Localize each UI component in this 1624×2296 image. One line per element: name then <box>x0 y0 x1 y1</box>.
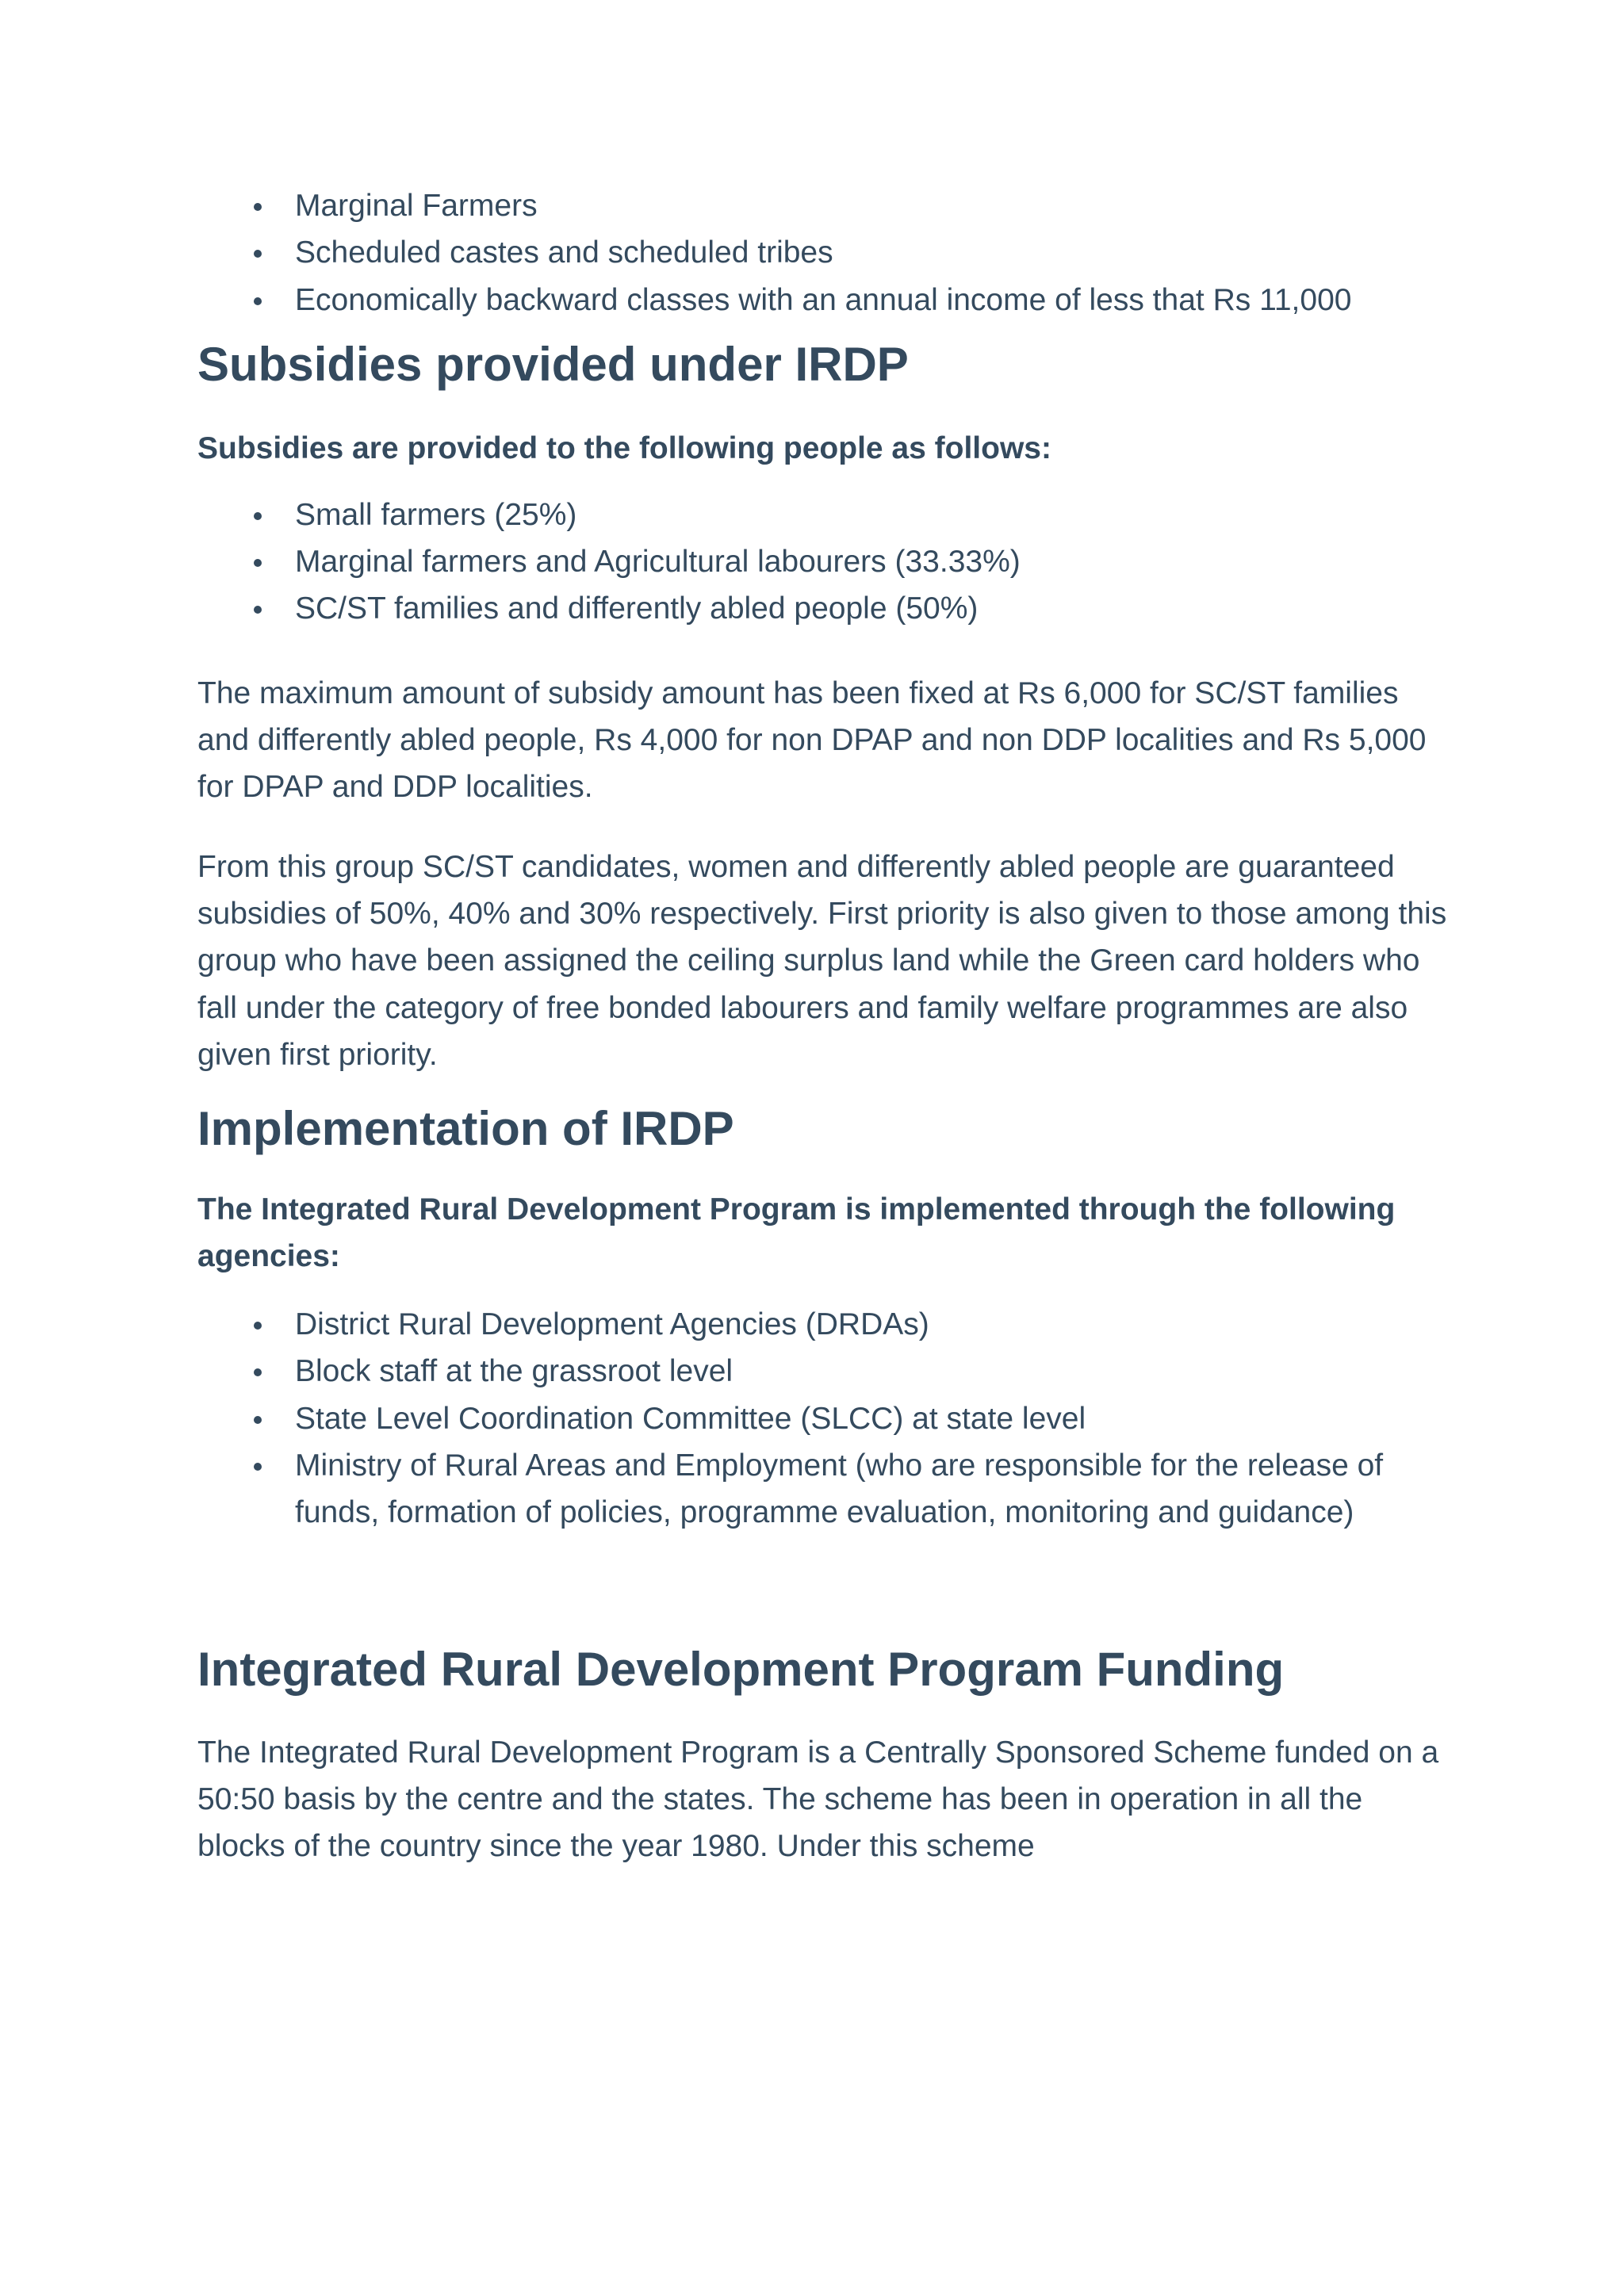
funding-paragraph: The Integrated Rural Development Program is a Centrally Sponsored Scheme funded on a 50:50 basis by the centre and the states. The scheme has been in operation in all the blocks of the country since the year 1980. Under this scheme <box>197 1735 1439 1864</box>
list-item: Ministry of Rural Areas and Employment (who are responsible for the release of funds, formation of policies, programme evaluation, monitoring and guidance) <box>295 1442 1450 1536</box>
list-item: Marginal Farmers <box>295 182 1450 229</box>
funding-heading: Integrated Rural Development Program Funding <box>197 1642 1285 1696</box>
subsidies-heading: Subsidies provided under IRDP <box>197 337 909 391</box>
implementation-heading: Implementation of IRDP <box>197 1102 734 1156</box>
subsidies-lead: Subsidies are provided to the following people as follows: <box>197 430 1051 465</box>
implementation-lead: The Integrated Rural Development Program is implemented through the following agencies: <box>197 1192 1396 1274</box>
subsidies-list <box>197 492 1450 633</box>
agencies-list <box>197 1301 1450 1536</box>
list-item: Small farmers (25%) <box>295 492 1450 538</box>
list-item: Block staff at the grassroot level <box>295 1348 1450 1395</box>
list-item: SC/ST families and differently abled people (50%) <box>295 585 1450 632</box>
list-item: District Rural Development Agencies (DRDAs) <box>295 1301 1450 1348</box>
subsidies-paragraph: The maximum amount of subsidy amount has been fixed at Rs 6,000 for SC/ST families and differently abled people, Rs 4,000 for non DPAP and non DDP localities and Rs 5,000 for DPAP and DDP localities. <box>197 675 1427 805</box>
eligibility-list <box>197 182 1450 323</box>
list-item: Economically backward classes with an annual income of less that Rs 11,000 <box>295 277 1450 323</box>
document-page <box>197 182 1450 1870</box>
list-item: State Level Coordination Committee (SLCC) at state level <box>295 1395 1450 1442</box>
list-item: Scheduled castes and scheduled tribes <box>295 229 1450 276</box>
subsidies-paragraph: From this group SC/ST candidates, women and differently abled people are guaranteed subsidies of 50%, 40% and 30% respectively. First priority is also given to those among this group who have been assigned the ceiling surplus land while the Green card holders who fall under the category of free bonded labourers and family welfare programmes are also given first priority. <box>197 849 1447 1072</box>
list-item: Marginal farmers and Agricultural labourers (33.33%) <box>295 538 1450 585</box>
